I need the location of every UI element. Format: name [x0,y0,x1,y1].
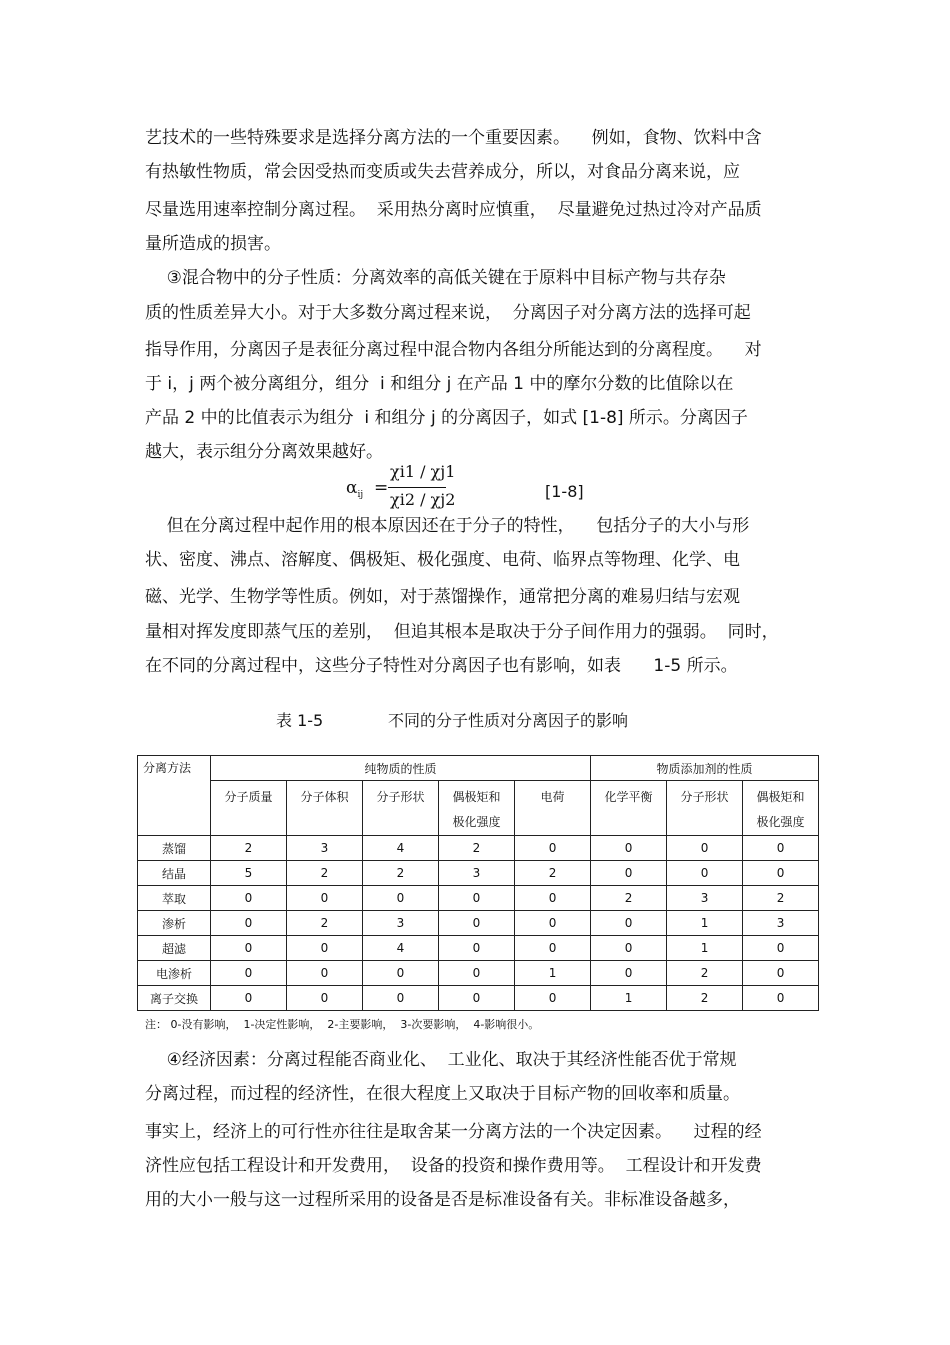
table-cell: 0 [667,861,743,886]
method-header: 分离方法 [138,756,211,836]
table-cell: 0 [439,936,515,961]
table-cell: 0 [515,986,591,1011]
table-cell: 3 [743,911,819,936]
table-cell: 4 [363,936,439,961]
text-line: 状、密度、沸点、溶解度、偶极矩、极化强度、电荷、临界点等物理、化学、电 [145,550,740,570]
text-line: 于 i，j 两个被分离组分，组分 i 和组分 j 在产品 1 中的摩尔分数的比值除以在 [145,374,734,394]
table-cell: 2 [287,911,363,936]
text-line: 有热敏性物质，常会因受热而变质或失去营养成分，所以，对食品分离来说，应 [145,162,740,182]
table-cell: 0 [287,886,363,911]
row-method: 蒸馏 [138,836,211,861]
table-cell: 0 [211,886,287,911]
text-line: 指导作用，分离因子是表征分离过程中混合物内各组分所能达到的分离程度。 对 [145,340,762,360]
table-cell: 0 [743,861,819,886]
table-cell: 2 [591,886,667,911]
row-method: 萃取 [138,886,211,911]
table-row [138,986,819,1011]
table-cell: 0 [591,836,667,861]
table-cell: 0 [287,986,363,1011]
table-cell: 2 [211,836,287,861]
table-row [138,911,819,936]
table-cell: 0 [515,836,591,861]
text-line: 事实上，经济上的可行性亦往往是取舍某一分离方法的一个决定因素。 过程的经 [145,1122,762,1142]
table-caption-number: 表 1-5 [276,711,324,730]
formula-equals: = [374,478,389,498]
table-row [138,961,819,986]
text-line: 产品 2 中的比值表示为组分 i 和组分 j 的分离因子，如式 [1-8] 所示。分离因子 [145,408,748,428]
text-line: 尽量选用速率控制分离过程。 采用热分离时应慎重， 尽量避免过热过冷对产品质 [145,200,762,220]
table-body [138,836,819,1011]
table-cell: 0 [515,936,591,961]
table-note: 注： 0-没有影响， 1-决定性影响， 2-主要影响， 3-次要影响， 4-影响很小。 [145,1018,540,1031]
column-header: 化学平衡 [591,781,667,836]
table-cell: 1 [515,961,591,986]
table-cell: 0 [439,886,515,911]
table-cell: 2 [743,886,819,911]
table-cell: 5 [211,861,287,886]
table-cell: 3 [667,886,743,911]
table-cell: 2 [363,861,439,886]
column-header: 分子形状 [667,781,743,836]
table-row [138,886,819,911]
formula-alpha: $\alpha_{ij}$ [346,478,364,500]
text-line: 越大，表示组分分离效果越好。 [145,442,383,462]
table-cell: 2 [667,961,743,986]
text-line: ③混合物中的分子性质：分离效率的高低关键在于原料中目标产物与共存杂 [145,268,726,288]
table-cell: 3 [363,911,439,936]
table-cell: 0 [743,986,819,1011]
table-cell: 0 [439,911,515,936]
text-line: ④经济因素：分离过程能否商业化、 工业化、取决于其经济性能否优于常规 [145,1050,737,1070]
separation-factor-table [137,755,819,1011]
table-cell: 0 [743,936,819,961]
table-cell: 2 [515,861,591,886]
table-cell: 0 [439,961,515,986]
text-line: 在不同的分离过程中，这些分子特性对分离因子也有影响，如表 1-5 所示。 [145,656,738,676]
table-cell: 0 [287,936,363,961]
table-cell: 0 [211,911,287,936]
row-method: 结晶 [138,861,211,886]
table-cell: 2 [439,836,515,861]
text-line: 质的性质差异大小。对于大多数分离过程来说， 分离因子对分离方法的选择可起 [145,303,751,323]
table-cell: 0 [211,961,287,986]
fraction-bar [388,487,446,488]
table-cell: 0 [515,911,591,936]
separation-factor-formula [340,462,600,518]
table-cell: 0 [591,911,667,936]
table-cell: 0 [743,961,819,986]
row-method: 渗析 [138,911,211,936]
equation-number: [1-8] [545,482,584,501]
table-header-row [138,756,819,781]
text-line: 量相对挥发度即蒸气压的差别， 但追其根本是取决于分子间作用力的强弱。 同时， [145,622,779,642]
table-row [138,936,819,961]
formula-numerator: χi1 / χj1 [390,462,456,481]
table-cell: 0 [591,961,667,986]
text-line: 艺技术的一些特殊要求是选择分离方法的一个重要因素。 例如，食物、饮料中含 [145,128,762,148]
text-line: 量所造成的损害。 [145,234,281,254]
column-header: 偶极矩和极化强度 [439,781,515,836]
table-cell: 2 [287,861,363,886]
table-cell: 1 [667,936,743,961]
table-cell: 0 [363,886,439,911]
text-line: 磁、光学、生物学等性质。例如，对于蒸馏操作，通常把分离的难易归结与宏观 [145,587,740,607]
table-cell: 0 [363,961,439,986]
table-subheader-row [138,781,819,836]
table-cell: 0 [515,886,591,911]
text-line: 分离过程，而过程的经济性，在很大程度上又取决于目标产物的回收率和质量。 [145,1084,740,1104]
text-line: 济性应包括工程设计和开发费用， 设备的投资和操作费用等。 工程设计和开发费 [145,1156,762,1176]
table-row [138,836,819,861]
table-cell: 0 [667,836,743,861]
table-cell: 0 [211,936,287,961]
table-cell: 0 [211,986,287,1011]
column-header: 电荷 [515,781,591,836]
column-header: 偶极矩和极化强度 [743,781,819,836]
table-cell: 0 [439,986,515,1011]
table-cell: 3 [439,861,515,886]
text-line: 用的大小一般与这一过程所采用的设备是否是标准设备有关。非标准设备越多， [145,1190,740,1210]
table-caption-title: 不同的分子性质对分离因子的影响 [388,711,629,730]
column-header: 分子形状 [363,781,439,836]
table-cell: 2 [667,986,743,1011]
column-header: 分子质量 [211,781,287,836]
table-cell: 1 [591,986,667,1011]
group-header-pure: 纯物质的性质 [211,756,591,781]
table-cell: 0 [287,961,363,986]
text-line: 但在分离过程中起作用的根本原因还在于分子的特性， 包括分子的大小与形 [145,516,750,536]
row-method: 离子交换 [138,986,211,1011]
table-cell: 4 [363,836,439,861]
row-method: 超滤 [138,936,211,961]
table-cell: 3 [287,836,363,861]
table-cell: 0 [591,936,667,961]
table-cell: 0 [743,836,819,861]
table-cell: 0 [363,986,439,1011]
row-method: 电渗析 [138,961,211,986]
formula-denominator: χi2 / χj2 [390,490,456,509]
table-cell: 1 [667,911,743,936]
table-row [138,861,819,886]
group-header-additive: 物质添加剂的性质 [591,756,819,781]
table-cell: 0 [591,861,667,886]
column-header: 分子体积 [287,781,363,836]
